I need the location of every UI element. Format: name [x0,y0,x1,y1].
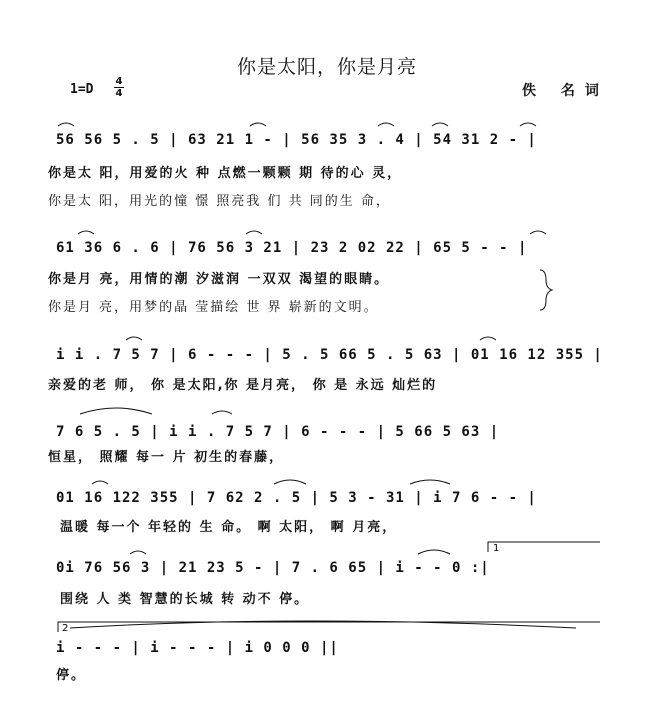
song-title: 你是太阳，你是月亮 [236,56,417,78]
lyricist-credit: 佚 名词 [522,83,609,99]
verse-brace [540,270,552,310]
key-signature: 1=D [70,82,94,97]
volta-first-ending [488,542,600,554]
notation-line-3: i i . 7 5 7 | 6 - - - | 5 . 5 66 5 . 5 63 | 01 16 12 355 | [56,347,603,363]
lyric-line-6: 围绕 人 类 智慧的长城 转 动不 停。 [60,592,310,607]
lyric-line-7: 停。 [56,668,87,683]
volta-second-number: 2 [62,623,69,634]
notation-line-5: 01 16 122 355 | 7 62 2 . 5 | 5 3 - 31 | i 7 6 - - | [56,490,537,506]
lyric-line-4: 恒星， 照耀 每一 片 初生的春藤， [48,450,285,465]
notation-line-1: 56 56 5 . 5 | 63 21 1 - | 56 35 3 . 4 | 54 31 2 - | [56,132,537,148]
volta-first-number: 1 [493,543,500,554]
lyric-line-5: 温暖 每一个 年轻的 生 命。 啊 太阳， 啊 月亮， [60,520,398,535]
volta-second-ending [58,622,600,634]
notation-line-6: 0i 76 56 3 | 21 23 5 - | 7 . 6 65 | i - - 0 :| [56,560,490,576]
time-signature-bottom: 4 [115,88,123,99]
lyric-line-2b: 你是月 亮，用梦的晶 莹描绘 世 界 崭新的文明。 [48,300,379,315]
lyric-line-3: 亲爱的老 师， 你 是太阳,你 是月亮， 你 是 永远 灿烂的 [48,378,438,393]
notation-line-2: 61 36 6 . 6 | 76 56 3 21 | 23 2 02 22 | 65 5 - - | [56,240,528,256]
lyric-line-2a: 你是月 亮，用情的潮 汐滋润 一双双 渴望的眼睛。 [48,272,390,287]
notation-line-7: i - - - | i - - - | i 0 0 0 || [56,640,339,656]
notation-line-4: 7 6 5 . 5 | i i . 7 5 7 | 6 - - - | 5 66 5 63 | [56,424,500,440]
time-signature-top: 4 [115,76,123,87]
lyric-line-1a: 你是太 阳，用爱的火 种 点燃一颗颗 期 待的心 灵， [48,166,403,181]
lyric-line-1b: 你是太 阳，用光的憧 憬 照亮我 们 共 同的生 命， [48,194,391,209]
